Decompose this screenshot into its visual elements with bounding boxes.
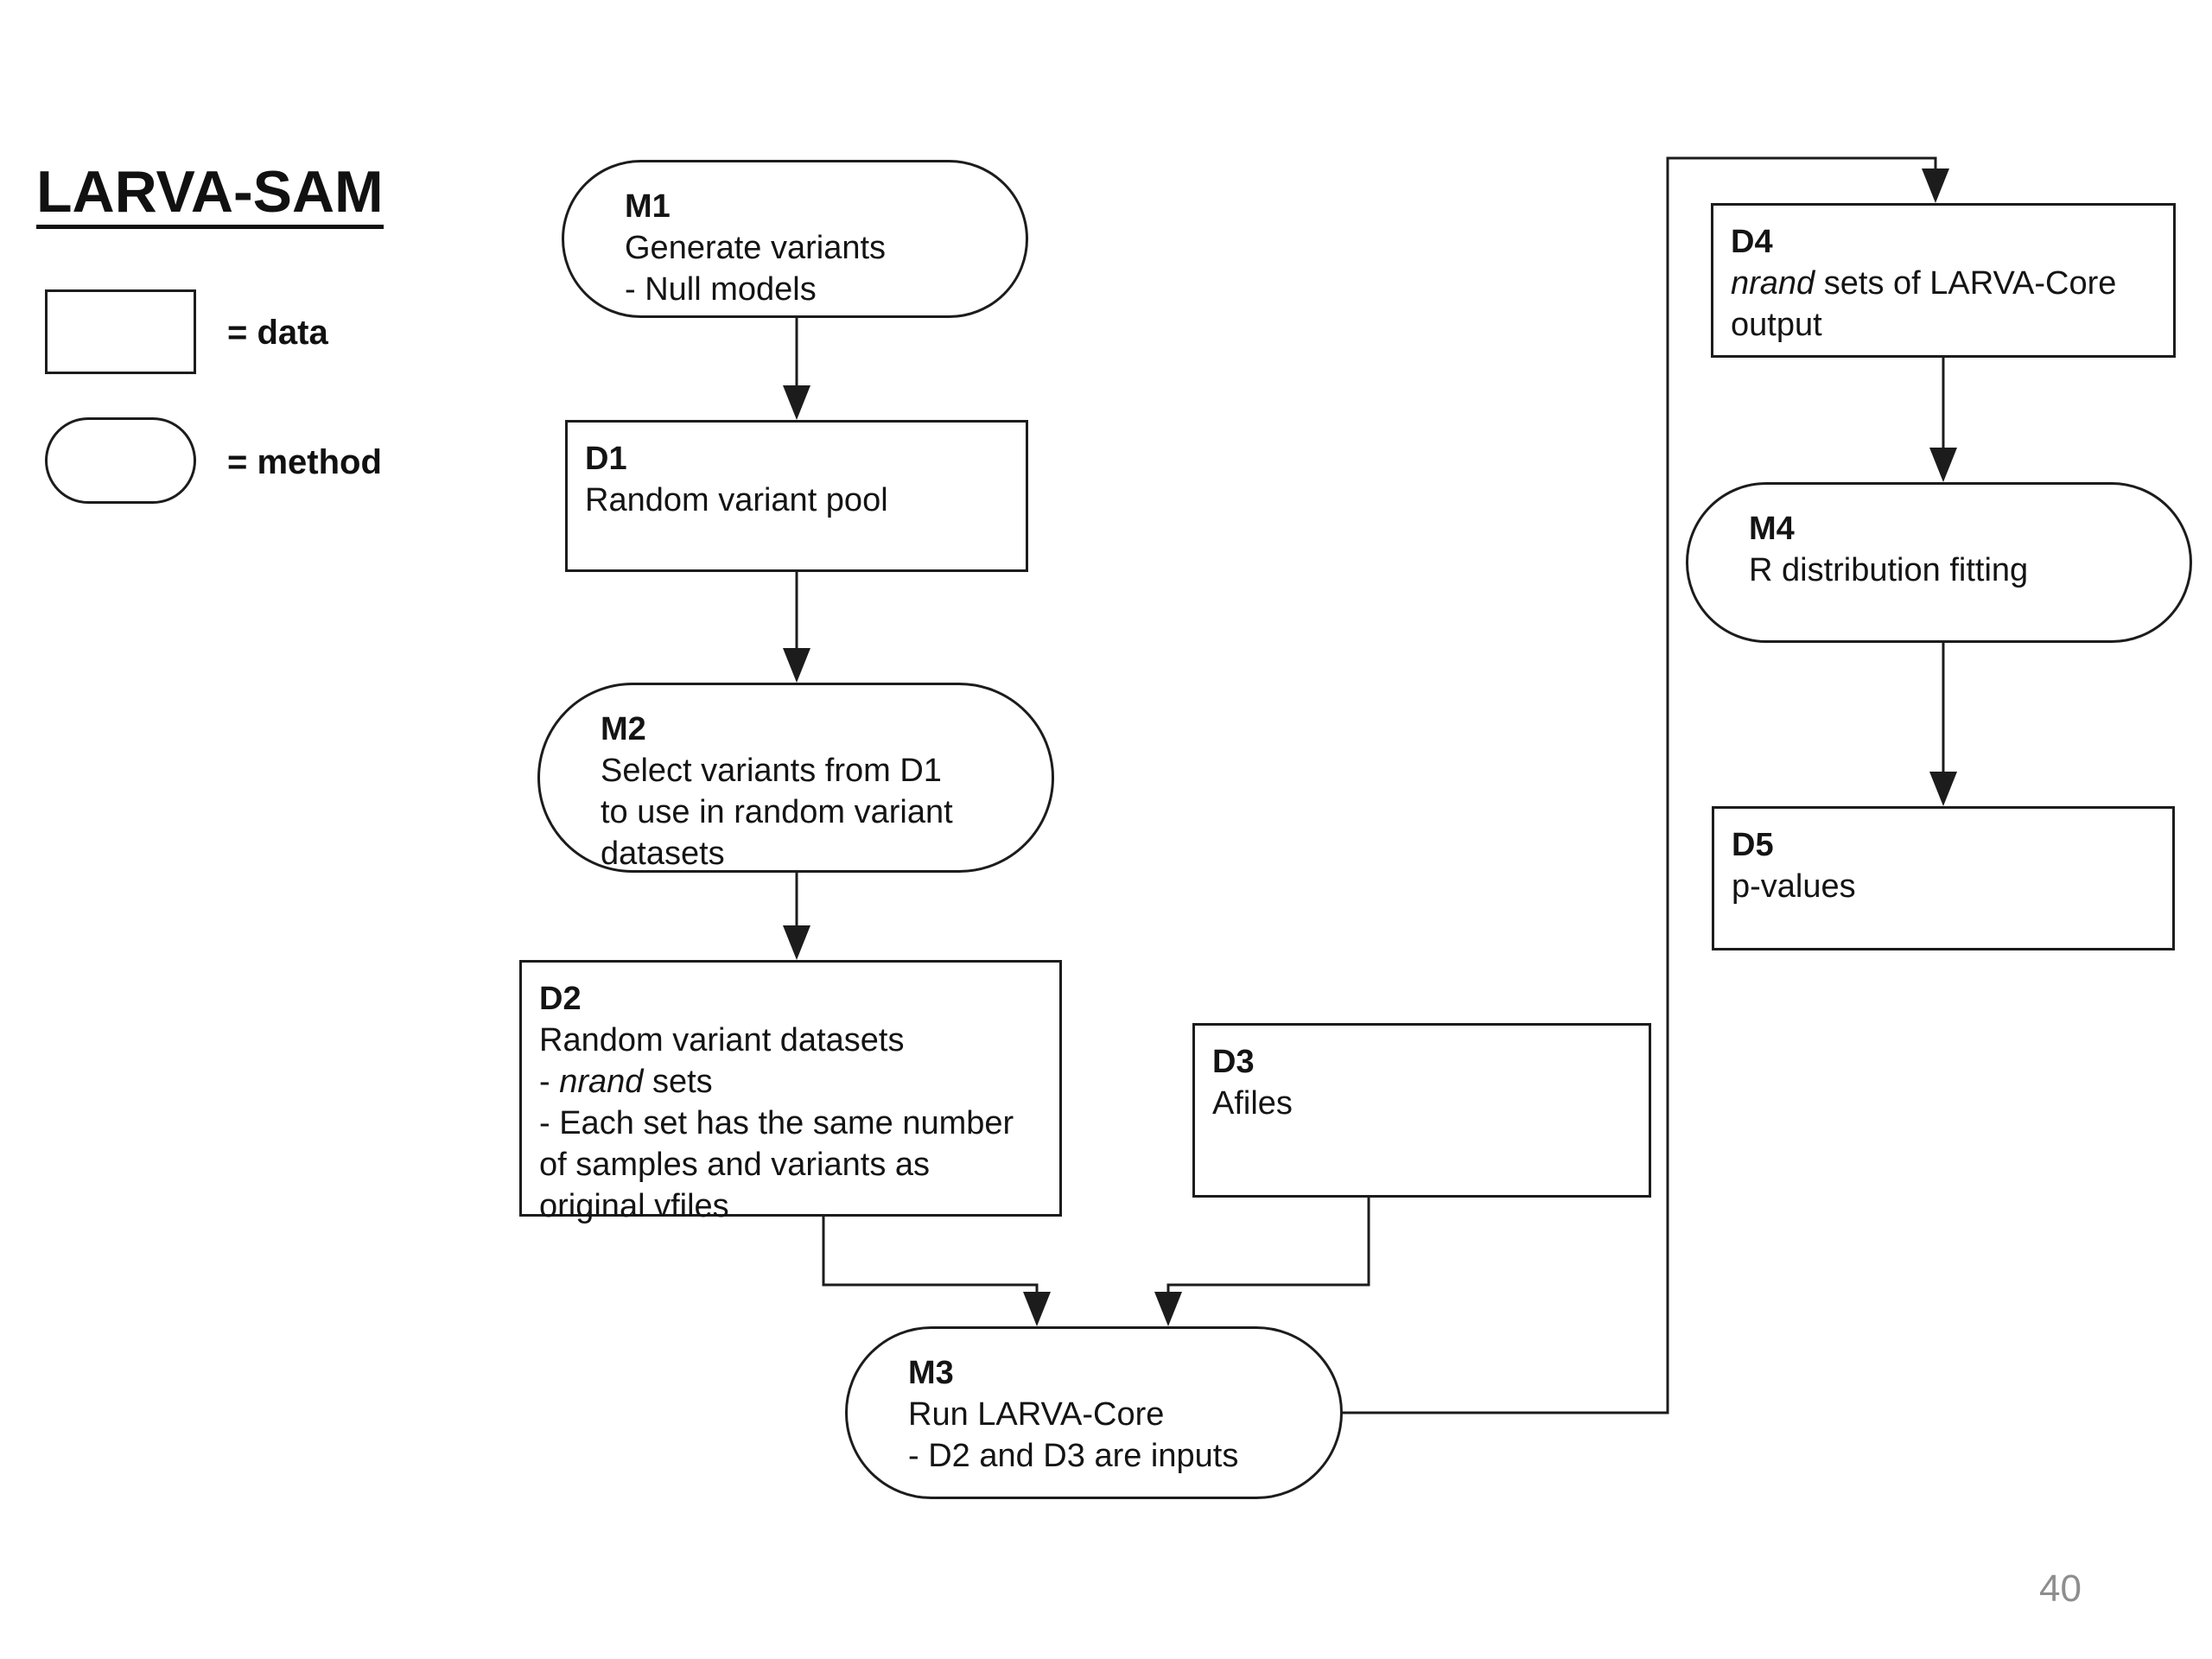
node-m3-id: M3 xyxy=(908,1355,954,1391)
node-d2-line: Random variant datasets xyxy=(539,1022,905,1058)
connector-d3-m3 xyxy=(1168,1198,1369,1295)
node-d4 xyxy=(1711,203,2176,358)
connector-d2-m3 xyxy=(823,1217,1037,1295)
node-m2-line: to use in random variant xyxy=(601,794,953,830)
node-m2-line: datasets xyxy=(601,836,725,872)
node-m4-line: R distribution fitting xyxy=(1749,552,2029,588)
node-m4-id: M4 xyxy=(1749,511,1795,547)
arrowhead-into-d5 xyxy=(1929,772,1957,806)
italic-nrand: nrand xyxy=(1731,265,1815,302)
page-title: LARVA-SAM xyxy=(36,161,384,229)
node-d2-line: - Each set has the same number xyxy=(539,1105,1014,1141)
arrowhead-d3-into-m3 xyxy=(1154,1292,1182,1326)
node-m3-line: Run LARVA-Core xyxy=(908,1396,1165,1433)
node-d2-id: D2 xyxy=(539,981,582,1017)
node-m3-line: - D2 and D3 are inputs xyxy=(908,1438,1239,1474)
arrowhead-into-d1 xyxy=(783,385,810,420)
arrowhead-into-d2 xyxy=(783,925,810,960)
legend-method-label: = method xyxy=(227,443,382,481)
node-m1-line: Generate variants xyxy=(625,230,887,266)
node-m2 xyxy=(537,683,1054,873)
italic-nrand: nrand xyxy=(559,1064,644,1100)
node-m1-line: - Null models xyxy=(625,271,817,308)
node-d5 xyxy=(1712,806,2175,950)
node-m2-line: Select variants from D1 xyxy=(601,753,942,789)
arrowhead-into-m4 xyxy=(1929,448,1957,482)
node-m1-id: M1 xyxy=(625,188,671,225)
legend-data-shape xyxy=(45,289,196,374)
page-number: 40 xyxy=(2039,1567,2082,1610)
node-m4 xyxy=(1686,482,2192,643)
node-d3-id: D3 xyxy=(1212,1044,1255,1080)
node-d2-line: of samples and variants as xyxy=(539,1147,931,1183)
node-m1 xyxy=(562,160,1028,318)
arrowhead-into-m2 xyxy=(783,648,810,683)
node-d4-line: output xyxy=(1731,307,1822,343)
arrowhead-d2-into-m3 xyxy=(1023,1292,1051,1326)
node-d1-id: D1 xyxy=(585,441,627,477)
node-m3 xyxy=(845,1326,1343,1499)
node-d1-line: Random variant pool xyxy=(585,482,888,518)
node-d4-line: nrand sets of LARVA-Core xyxy=(1731,265,2117,302)
node-d4-id: D4 xyxy=(1731,224,1773,260)
node-d3-line: Afiles xyxy=(1212,1085,1293,1122)
node-m2-id: M2 xyxy=(601,711,646,747)
node-d2-line: original vfiles xyxy=(539,1188,729,1224)
node-d1 xyxy=(565,420,1028,572)
node-d5-id: D5 xyxy=(1732,827,1774,863)
node-d3 xyxy=(1192,1023,1651,1198)
node-d5-line: p-values xyxy=(1732,868,1856,905)
legend-data-label: = data xyxy=(227,314,328,352)
node-d2 xyxy=(519,960,1062,1224)
arrowhead-into-d4 xyxy=(1922,168,1949,203)
node-d2-line: - nrand sets xyxy=(539,1064,713,1100)
legend-method-shape xyxy=(45,417,196,504)
